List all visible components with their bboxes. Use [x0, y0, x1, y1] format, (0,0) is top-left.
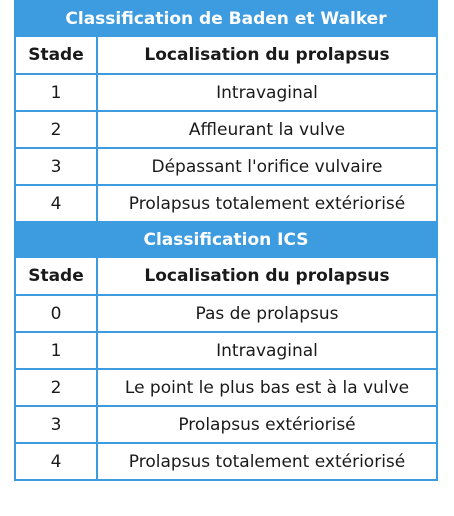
- stade-cell: 3: [15, 406, 97, 443]
- column-header-row: [15, 36, 437, 74]
- localisation-cell: Prolapsus totalement extériorisé: [97, 443, 437, 480]
- ics-title: Classification ICS: [15, 222, 437, 257]
- classification-tables: [14, 0, 436, 481]
- stade-cell: 4: [15, 185, 97, 222]
- table-row: [15, 295, 437, 332]
- stade-header: Stade: [15, 36, 97, 74]
- ics-section: [15, 222, 437, 480]
- stade-cell: 4: [15, 443, 97, 480]
- localisation-header: Localisation du prolapsus: [97, 257, 437, 295]
- table-row: [15, 406, 437, 443]
- prolapse-classification-table: [14, 0, 438, 481]
- section-header-row: [15, 222, 437, 257]
- stade-cell: 2: [15, 111, 97, 148]
- table-row: [15, 332, 437, 369]
- localisation-cell: Prolapsus extériorisé: [97, 406, 437, 443]
- stade-cell: 1: [15, 74, 97, 111]
- baden-walker-section: [15, 1, 437, 222]
- localisation-cell: Pas de prolapsus: [97, 295, 437, 332]
- table-row: [15, 74, 437, 111]
- table-row: [15, 443, 437, 480]
- column-header-row: [15, 257, 437, 295]
- stade-header: Stade: [15, 257, 97, 295]
- section-header-row: [15, 1, 437, 36]
- localisation-header: Localisation du prolapsus: [97, 36, 437, 74]
- table-row: [15, 111, 437, 148]
- stade-cell: 3: [15, 148, 97, 185]
- table-row: [15, 185, 437, 222]
- stade-cell: 1: [15, 332, 97, 369]
- table-row: [15, 148, 437, 185]
- localisation-cell: Prolapsus totalement extériorisé: [97, 185, 437, 222]
- localisation-cell: Affleurant la vulve: [97, 111, 437, 148]
- stade-cell: 0: [15, 295, 97, 332]
- localisation-cell: Intravaginal: [97, 74, 437, 111]
- stade-cell: 2: [15, 369, 97, 406]
- baden-walker-title: Classification de Baden et Walker: [15, 1, 437, 36]
- localisation-cell: Le point le plus bas est à la vulve: [97, 369, 437, 406]
- localisation-cell: Intravaginal: [97, 332, 437, 369]
- localisation-cell: Dépassant l'orifice vulvaire: [97, 148, 437, 185]
- table-row: [15, 369, 437, 406]
